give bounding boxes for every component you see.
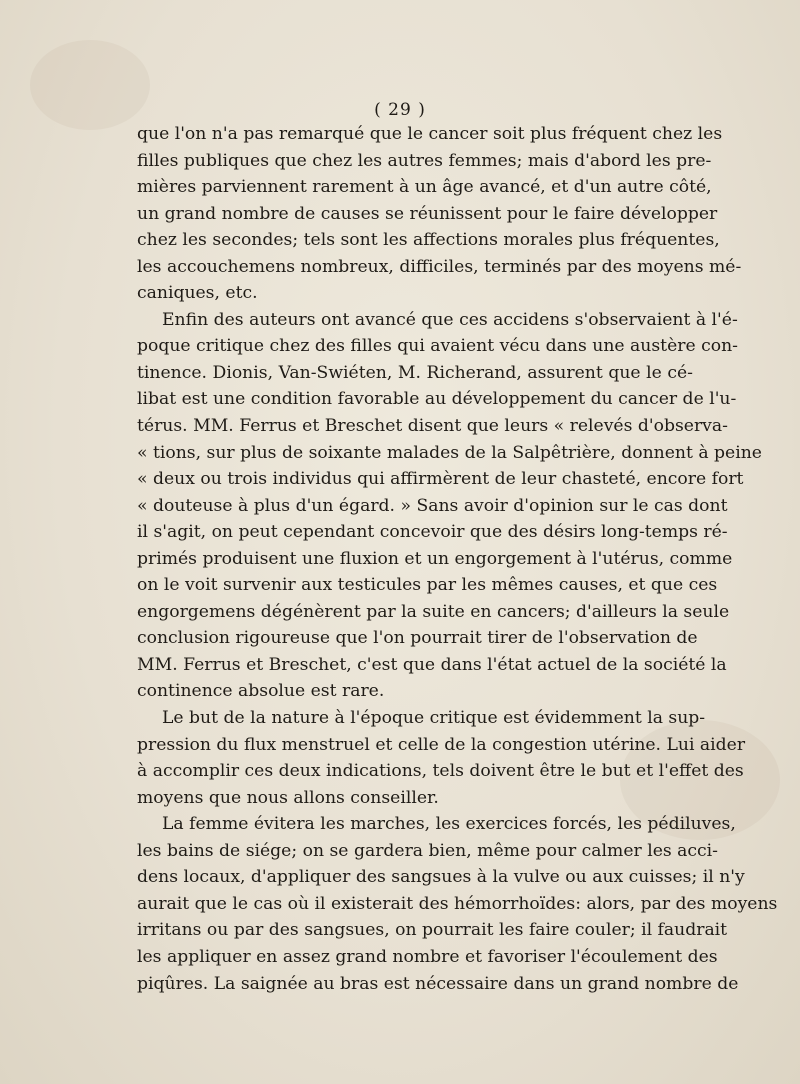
text-line: irritans ou par des sangsues, on pourrait les faire couler; il faudrait <box>137 920 728 941</box>
text-line: pression du flux menstruel et celle de la congestion utérine. Lui aider <box>137 734 746 755</box>
text-line: Le but de la nature à l'époque critique est évidemment la sup- <box>162 708 706 729</box>
text-line: mières parviennent rarement à un âge avancé, et d'un autre côté, <box>137 177 712 198</box>
text-line: moyens que nous allons conseiller. <box>137 787 439 808</box>
text-line: libat est une condition favorable au développement du cancer de l'u- <box>137 389 737 410</box>
text-line: continence absolue est rare. <box>137 681 385 702</box>
text-line: les accouchemens nombreux, difficiles, terminés par des moyens mé- <box>137 256 742 277</box>
text-line: La femme évitera les marches, les exercices forcés, les pédiluves, <box>162 814 736 835</box>
text-line: tinence. Dionis, Van-Swiéten, M. Richerand, assurent que le cé- <box>137 362 693 383</box>
text-line: aurait que le cas où il existerait des hémorrhoïdes: alors, par des moyens <box>137 893 778 914</box>
text-line: engorgemens dégénèrent par la suite en cancers; d'ailleurs la seule <box>137 601 730 622</box>
text-line: filles publiques que chez les autres femmes; mais d'abord les pre- <box>137 150 712 171</box>
text-line: MM. Ferrus et Breschet, c'est que dans l'état actuel de la société la <box>137 654 727 675</box>
text-line: « deux ou trois individus qui affirmèrent de leur chasteté, encore fort <box>137 469 744 490</box>
text-line: à accomplir ces deux indications, tels doivent être le but et l'effet des <box>137 761 744 782</box>
text-line: Enfin des auteurs ont avancé que ces accidens s'observaient à l'é- <box>162 309 738 330</box>
text-line: conclusion rigoureuse que l'on pourrait tirer de l'observation de <box>137 628 698 649</box>
text-line: « douteuse à plus d'un égard. » Sans avoir d'opinion sur le cas dont <box>137 495 728 516</box>
text-line: il s'agit, on peut cependant concevoir que des désirs long-temps ré- <box>137 522 728 543</box>
text-line: caniques, etc. <box>137 283 258 304</box>
body-text <box>137 121 778 997</box>
text-line: poque critique chez des filles qui avaient vécu dans une austère con- <box>137 336 738 357</box>
page-number: ( 29 ) <box>374 100 426 120</box>
text-line: les appliquer en assez grand nombre et favoriser l'écoulement des <box>137 946 718 967</box>
text-line: chez les secondes; tels sont les affections morales plus fréquentes, <box>137 230 720 251</box>
text-line: « tions, sur plus de soixante malades de la Salpêtrière, donnent à peine <box>137 442 762 463</box>
text-line: térus. MM. Ferrus et Breschet disent que leurs « relevés d'observa- <box>137 416 728 437</box>
text-line: que l'on n'a pas remarqué que le cancer soit plus fréquent chez les <box>137 124 723 144</box>
text-line: primés produisent une fluxion et un engorgement à l'utérus, comme <box>137 548 733 569</box>
text-line: piqûres. La saignée au bras est nécessaire dans un grand nombre de <box>137 973 739 994</box>
text-line: dens locaux, d'appliquer des sangsues à la vulve ou aux cuisses; il n'y <box>137 867 745 888</box>
text-line: les bains de siége; on se gardera bien, même pour calmer les acci- <box>137 840 718 861</box>
text-line: un grand nombre de causes se réunissent pour le faire développer <box>137 203 718 224</box>
text-line: on le voit survenir aux testicules par les mêmes causes, et que ces <box>137 575 718 596</box>
